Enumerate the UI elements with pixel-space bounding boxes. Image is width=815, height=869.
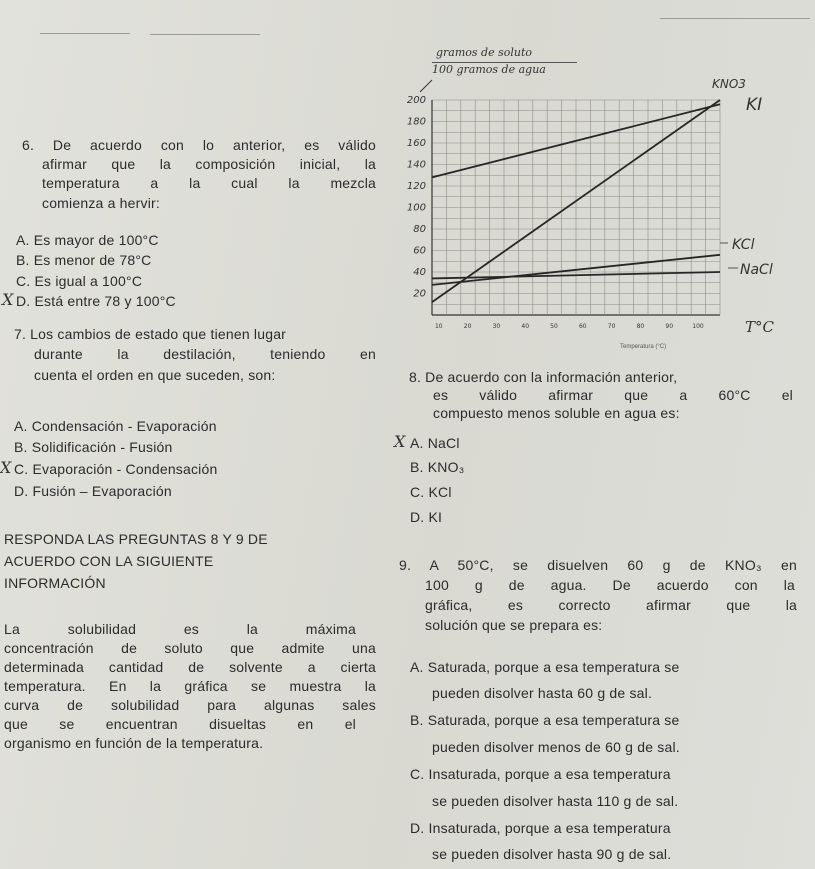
xtick-label: 30 xyxy=(492,323,501,330)
q6-option-b[interactable]: B. Es menor de 78°C xyxy=(16,252,152,268)
q9-option-d-line-2[interactable]: se pueden disolver hasta 90 g de sal. xyxy=(432,846,672,862)
ytick-label: 60 xyxy=(413,245,426,257)
info-paragraph-line-7: organismo en función de la temperatura. xyxy=(4,735,264,751)
ytick-label: 120 xyxy=(406,181,426,192)
q6-stem-line-4: comienza a hervir: xyxy=(42,195,160,211)
q8-stem-line-2: es válido afirmar que a 60°C el xyxy=(433,387,793,403)
q9-stem-line-2: 100 g de agua. De acuerdo con la xyxy=(425,577,795,593)
q7-option-c[interactable]: C. Evaporación - Condensación xyxy=(14,461,218,477)
q9-option-a-line-1[interactable]: A. Saturada, porque a esa temperatura se xyxy=(410,659,680,675)
xtick-label: 20 xyxy=(463,323,472,330)
ytick-label: 20 xyxy=(413,288,426,300)
q9-option-c-line-1[interactable]: C. Insaturada, porque a esa temperatura xyxy=(410,766,671,782)
ytick-label: 200 xyxy=(406,95,426,106)
info-paragraph-line-4: temperatura. En la gráfica se muestra la xyxy=(4,678,376,694)
curve-label-ki: KI xyxy=(746,95,763,115)
solubility-chart xyxy=(400,75,805,350)
graph-ylabel-line-1: gramos de soluto xyxy=(436,46,533,59)
ytick-label: 160 xyxy=(406,138,426,149)
xtick-label: 70 xyxy=(607,323,616,330)
xtick-label: 50 xyxy=(550,323,558,330)
ytick-label: 180 xyxy=(406,116,426,128)
graph-xcaption: Temperatura (°C) xyxy=(620,344,667,350)
chart-xtick-labels xyxy=(435,323,704,330)
q6-answer-mark: X xyxy=(2,290,14,309)
ytick-label: 140 xyxy=(406,159,426,171)
info-heading-line-3: INFORMACIÓN xyxy=(4,575,106,591)
q7-option-d[interactable]: D. Fusión – Evaporación xyxy=(14,483,172,499)
top-rule-2 xyxy=(150,34,260,35)
q8-stem-line-1: 8. De acuerdo con la información anterior, xyxy=(409,369,678,385)
q8-option-b[interactable]: B. KNO₃ xyxy=(410,459,465,475)
info-heading-line-2: ACUERDO CON LA SIGUIENTE xyxy=(4,553,214,569)
q8-option-c[interactable]: C. KCl xyxy=(410,484,452,500)
info-paragraph-line-5: curva de solubilidad para algunas sales xyxy=(4,697,376,713)
graph-ylabel-line-2: 100 gramos de agua xyxy=(432,63,546,76)
info-paragraph-line-3: determinada cantidad de solvente a cierta xyxy=(4,659,376,675)
q7-stem-line-1: 7. Los cambios de estado que tienen lugar xyxy=(14,326,287,342)
q8-option-d[interactable]: D. KI xyxy=(410,509,443,525)
xtick-label: 10 xyxy=(434,323,443,330)
top-rule-1 xyxy=(40,33,130,34)
q6-option-c[interactable]: C. Es igual a 100°C xyxy=(16,273,143,289)
q8-stem-line-3: compuesto menos soluble en agua es: xyxy=(433,405,680,421)
q9-stem-line-3: gráfica, es correcto afirmar que la xyxy=(425,597,797,613)
q9-option-d-line-1[interactable]: D. Insaturada, porque a esa temperatura xyxy=(410,820,671,836)
chart-ytick-labels xyxy=(407,95,426,300)
xtick-label: 60 xyxy=(578,323,587,330)
q7-answer-mark: X xyxy=(0,458,12,477)
q8-option-a[interactable]: A. NaCl xyxy=(410,435,460,451)
ytick-label: 80 xyxy=(413,224,426,235)
chart-grid xyxy=(432,100,720,315)
xtick-label: 90 xyxy=(665,323,674,330)
q6-option-a[interactable]: A. Es mayor de 100°C xyxy=(16,232,159,248)
q8-answer-mark: X xyxy=(394,432,406,451)
q6-stem-line-3: temperatura a la cual la mezcla xyxy=(42,175,376,191)
q9-option-c-line-2[interactable]: se pueden disolver hasta 110 g de sal. xyxy=(432,793,679,809)
q9-option-b-line-2[interactable]: pueden disolver menos de 60 g de sal. xyxy=(432,739,680,755)
y-axis-arrow xyxy=(420,80,432,92)
q7-option-b[interactable]: B. Solidificación - Fusión xyxy=(14,439,173,455)
graph-xlabel: T°C xyxy=(745,318,774,336)
q7-stem-line-3: cuenta el orden en que suceden, son: xyxy=(34,367,276,383)
q7-option-a[interactable]: A. Condensación - Evaporación xyxy=(14,418,217,434)
q9-option-a-line-2[interactable]: pueden disolver hasta 60 g de sal. xyxy=(432,685,653,701)
info-paragraph-line-2: concentración de soluto que admite una xyxy=(4,640,376,656)
chart-curve-labels xyxy=(712,77,773,278)
info-paragraph-line-6: que se encuentran disueltas en el xyxy=(4,716,356,732)
q9-option-b-line-1[interactable]: B. Saturada, porque a esa temperatura se xyxy=(410,712,680,728)
top-rule-3 xyxy=(660,18,810,19)
q9-stem-line-1: 9. A 50°C, se disuelven 60 g de KNO₃ en xyxy=(399,557,797,573)
q6-stem-line-2: afirmar que la composición inicial, la xyxy=(42,156,376,172)
curve-label-kno3: KNO3 xyxy=(712,77,746,91)
xtick-label: 40 xyxy=(521,323,530,330)
curve-label-nacl: NaCl xyxy=(740,262,773,278)
curve-label-kcl: KCl xyxy=(732,237,755,253)
info-heading-line-1: RESPONDA LAS PREGUNTAS 8 Y 9 DE xyxy=(4,531,268,547)
info-paragraph-line-1: La solubilidad es la máxima xyxy=(4,621,356,637)
ytick-label: 100 xyxy=(406,202,426,214)
q9-stem-line-4: solución que se prepara es: xyxy=(425,617,603,633)
q7-stem-line-2: durante la destilación, teniendo en xyxy=(34,346,376,362)
q6-option-d[interactable]: D. Está entre 78 y 100°C xyxy=(16,293,176,309)
q6-stem-line-1: 6. De acuerdo con lo anterior, es válido xyxy=(22,137,376,153)
xtick-label: 100 xyxy=(692,323,704,330)
xtick-label: 80 xyxy=(636,323,645,330)
ytick-label: 40 xyxy=(413,267,426,278)
